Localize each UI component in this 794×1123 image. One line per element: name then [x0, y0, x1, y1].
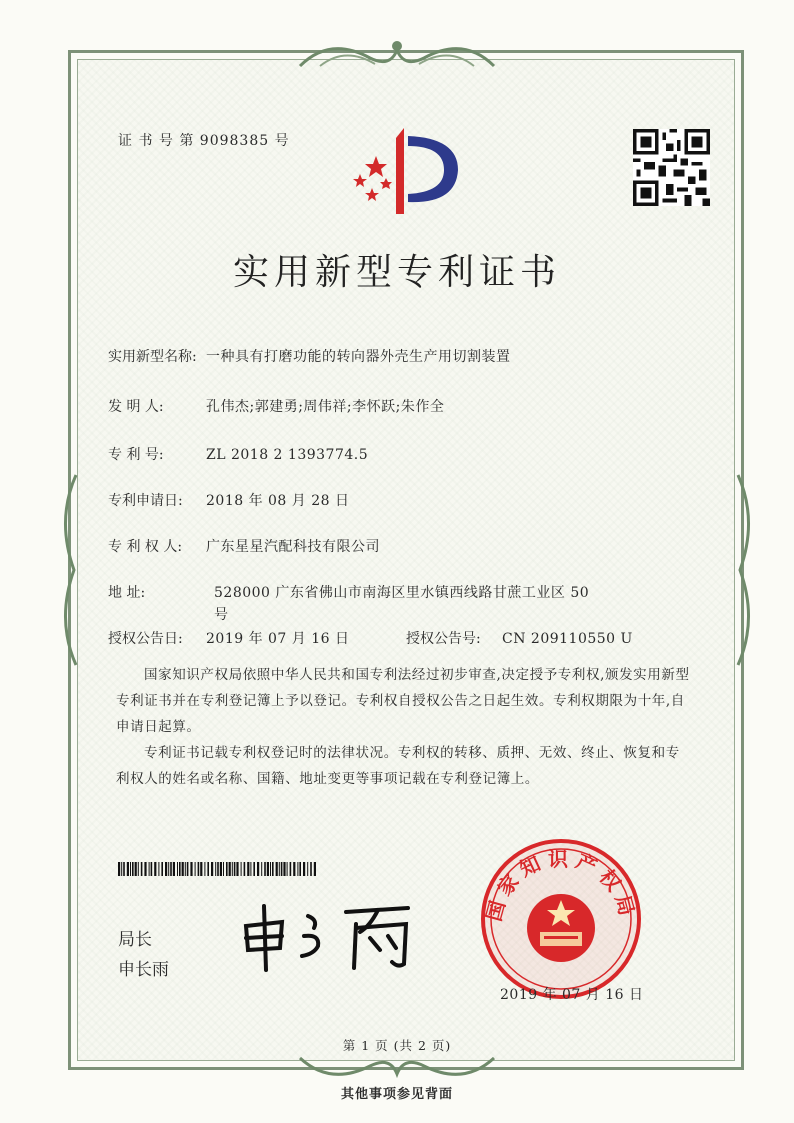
barcode-icon: [118, 862, 318, 876]
right-ornament: [730, 470, 758, 670]
grant-date-label: 授权公告日:: [108, 631, 183, 647]
grant-number-label: 授权公告号:: [406, 631, 481, 647]
director-signature-icon: [238, 898, 424, 974]
filing-date-label: 专利申请日:: [108, 493, 183, 509]
inventor-row: [108, 396, 444, 416]
grant-date-value: 2019 年 07 月 16 日: [206, 631, 350, 647]
issue-date: 2019 年 07 月 16 日: [500, 987, 644, 1003]
top-ornament: [290, 36, 504, 76]
seal-text: 国家知识产权局: [481, 846, 641, 924]
certificate-title: 实用新型专利证书: [232, 252, 561, 293]
page-number: 第 1 页 (共 2 页): [342, 1038, 452, 1053]
patentee-row: [108, 536, 380, 556]
filing-date-row: [108, 490, 350, 510]
left-ornament: [56, 470, 84, 670]
grant-date-row: [108, 628, 350, 648]
inventor-label: 发 明 人:: [108, 399, 164, 415]
grant-number-value: CN 209110550 U: [502, 631, 633, 647]
patentee-label: 专 利 权 人:: [108, 539, 183, 555]
body-paragraph-1: 国家知识产权局依照中华人民共和国专利法经过初步审查,决定授予专利权,颁发实用新型专利证书并在专利登记簿上予以登记。专利权自授权公告之日起生效。专利权期限为十年,自申请日起算。: [116, 667, 690, 735]
address-row: [108, 582, 206, 602]
name-value: 一种具有打磨功能的转向器外壳生产用切割装置: [206, 349, 511, 365]
inventor-value: 孔伟杰;郭建勇;周伟祥;李怀跃;朱作全: [206, 399, 445, 415]
patent-number-label: 专 利 号:: [108, 447, 164, 463]
patent-number-value: ZL 2018 2 1393774.5: [206, 447, 369, 463]
qr-code-icon: [633, 129, 710, 206]
address-label: 地 址:: [108, 585, 146, 601]
certificate-number: 证 书 号 第 9098385 号: [118, 133, 290, 149]
grant-number-row: [406, 628, 633, 648]
patent-number-row: [108, 444, 368, 464]
body-paragraph-2: 专利证书记载专利权登记时的法律状况。专利权的转移、质押、无效、终止、恢复和专利权人的姓名或名称、国籍、地址变更等事项记载在专利登记簿上。: [116, 745, 680, 787]
address-value: 528000 广东省佛山市南海区里水镇西线路甘蔗工业区 50 号: [214, 585, 590, 623]
cnipa-logo-icon: [346, 118, 462, 220]
patentee-value: 广东星星汽配科技有限公司: [206, 539, 380, 555]
filing-date-value: 2018 年 08 月 28 日: [206, 493, 350, 509]
footer-note: 其他事项参见背面: [340, 1087, 453, 1102]
utility-model-name-row: [108, 346, 511, 366]
director-name: 申长雨: [118, 960, 169, 980]
name-label: 实用新型名称:: [108, 349, 197, 365]
official-seal-icon: [478, 836, 644, 1002]
director-title: 局长: [118, 930, 152, 950]
